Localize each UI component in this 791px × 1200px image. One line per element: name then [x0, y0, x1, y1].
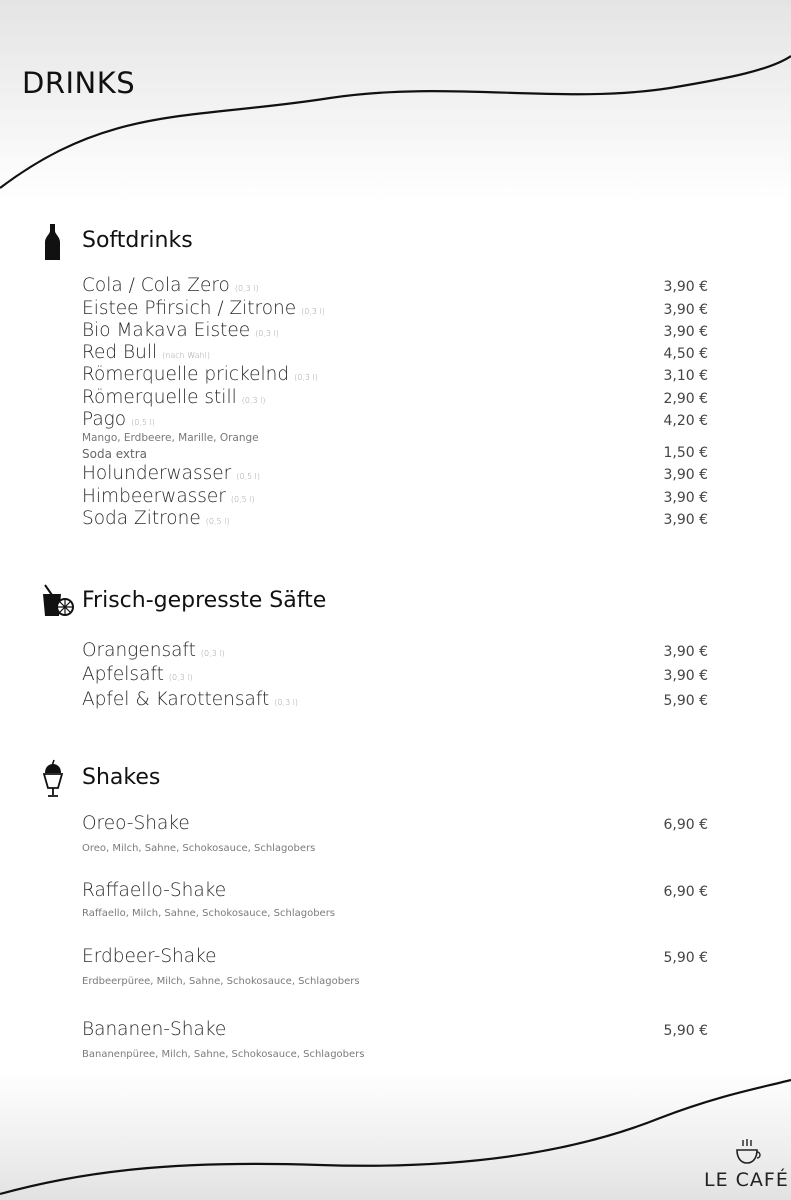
section-header [40, 222, 720, 262]
item-price: 3,90 € [663, 467, 708, 484]
item-price: 1,50 € [663, 445, 708, 462]
item-price: 6,90 € [663, 817, 708, 833]
item-label: Holunderwasser [82, 463, 232, 485]
item-description: Bananenpüree, Milch, Sahne, Schokosauce, Schlagobers [82, 1049, 365, 1060]
item-name [82, 664, 193, 685]
pago-flavors: Mango, Erdbeere, Marille, Orange [82, 432, 259, 445]
shake-item [82, 1019, 708, 1086]
menu-item [82, 409, 708, 431]
item-price: 3,90 € [663, 511, 708, 528]
item-size: (0,3 l) [200, 648, 225, 658]
item-label: Raffaello-Shake [82, 880, 227, 901]
item-label: Bio Makava Eistee [82, 319, 251, 341]
item-size: (nach Wahl) [162, 351, 210, 361]
item-label: Soda Zitrone [82, 507, 201, 529]
item-label: Soda extra [82, 447, 148, 462]
item-name [82, 364, 318, 385]
menu-item [82, 386, 708, 408]
menu-item [82, 508, 708, 530]
item-name [82, 387, 265, 408]
softdrinks-list [82, 275, 708, 530]
item-label: Pago [82, 409, 127, 431]
item-label: Römerquelle still [82, 386, 237, 408]
item-label: Orangensaft [82, 639, 196, 661]
le-cafe-logo [700, 1138, 790, 1194]
item-price: 3,90 € [663, 301, 708, 318]
menu-item [82, 297, 708, 319]
menu-item [82, 275, 708, 297]
item-label: Oreo-Shake [82, 813, 190, 834]
item-size: (0,3 l) [168, 673, 193, 682]
juices-section [40, 582, 720, 711]
shakes-list [82, 813, 708, 1086]
item-name [82, 486, 255, 507]
section-title: Shakes [82, 765, 161, 790]
menu-item [82, 662, 708, 687]
item-description: Oreo, Milch, Sahne, Schokosauce, Schlagobers [82, 843, 316, 854]
softdrinks-section [40, 222, 720, 530]
item-price: 4,20 € [663, 413, 708, 430]
item-label: Bananen-Shake [82, 1019, 227, 1040]
item-name [82, 342, 210, 363]
item-name [82, 508, 229, 529]
shake-item [82, 813, 708, 880]
item-size: (0,3 l) [301, 306, 325, 316]
item-name [82, 409, 155, 430]
item-size: (0,5 l) [131, 418, 155, 428]
logo-text: LE CAFÉ [704, 1169, 789, 1191]
shake-item [82, 946, 708, 1019]
menu-item-extra [82, 445, 708, 463]
page-title: DRINKS [22, 66, 136, 100]
menu-item [82, 637, 708, 662]
item-price: 5,90 € [663, 950, 708, 966]
item-size: (0,5 l) [205, 516, 230, 526]
juices-list [82, 637, 708, 711]
menu-item [82, 485, 708, 507]
item-price: 2,90 € [663, 390, 708, 407]
item-size: (0,3 l) [294, 373, 318, 383]
item-label: Eistee Pfirsich / Zitrone [82, 297, 297, 319]
item-name [82, 275, 259, 296]
item-label: Römerquelle prickelnd [82, 364, 290, 386]
item-name [82, 640, 225, 661]
shake-item [82, 880, 708, 946]
item-size: (0,3 l) [241, 395, 266, 405]
item-label: Apfelsaft [82, 664, 164, 685]
item-price: 3,10 € [663, 368, 708, 385]
shake-icon [40, 759, 66, 799]
item-size: (0,5 l) [236, 472, 261, 482]
menu-item [82, 364, 708, 386]
item-description: Erdbeerpüree, Milch, Sahne, Schokosauce, Schlagobers [82, 976, 360, 987]
item-price: 3,90 € [663, 279, 708, 296]
item-price: 3,90 € [663, 489, 708, 506]
shakes-section [40, 759, 720, 1086]
menu-item [82, 686, 708, 711]
item-price: 3,90 € [663, 668, 708, 684]
item-label: Red Bull [82, 342, 158, 364]
section-title: Frisch-gepresste Säfte [82, 588, 327, 613]
menu-item [82, 463, 708, 485]
section-title: Softdrinks [82, 228, 193, 253]
item-size: (0,5 l) [230, 494, 255, 504]
item-price: 3,90 € [663, 643, 708, 660]
cup-icon [734, 1138, 762, 1168]
section-header [40, 582, 720, 622]
item-size: (0,3 l) [234, 284, 259, 294]
item-description: Raffaello, Milch, Sahne, Schokosauce, Schlagobers [82, 908, 336, 919]
item-price: 5,90 € [663, 692, 708, 709]
item-name [82, 689, 298, 710]
item-label: Apfel & Karottensaft [82, 688, 270, 710]
section-header [40, 759, 720, 799]
item-size: (0,3 l) [274, 697, 299, 707]
item-name [82, 298, 325, 319]
item-label: Erdbeer-Shake [82, 946, 217, 967]
item-size: (0,3 l) [255, 328, 279, 338]
item-label: Himbeerwasser [82, 485, 226, 507]
bottle-icon [40, 222, 66, 262]
flavor-note [82, 431, 708, 445]
menu-item [82, 342, 708, 364]
item-price: 6,90 € [663, 884, 708, 900]
menu-item [82, 320, 708, 342]
item-price: 4,50 € [663, 346, 708, 363]
item-label: Cola / Cola Zero [82, 275, 230, 297]
item-price: 3,90 € [663, 323, 708, 340]
item-name [82, 463, 260, 484]
item-name [82, 320, 279, 341]
item-price: 5,90 € [663, 1023, 708, 1039]
juice-glass-icon [40, 582, 76, 622]
